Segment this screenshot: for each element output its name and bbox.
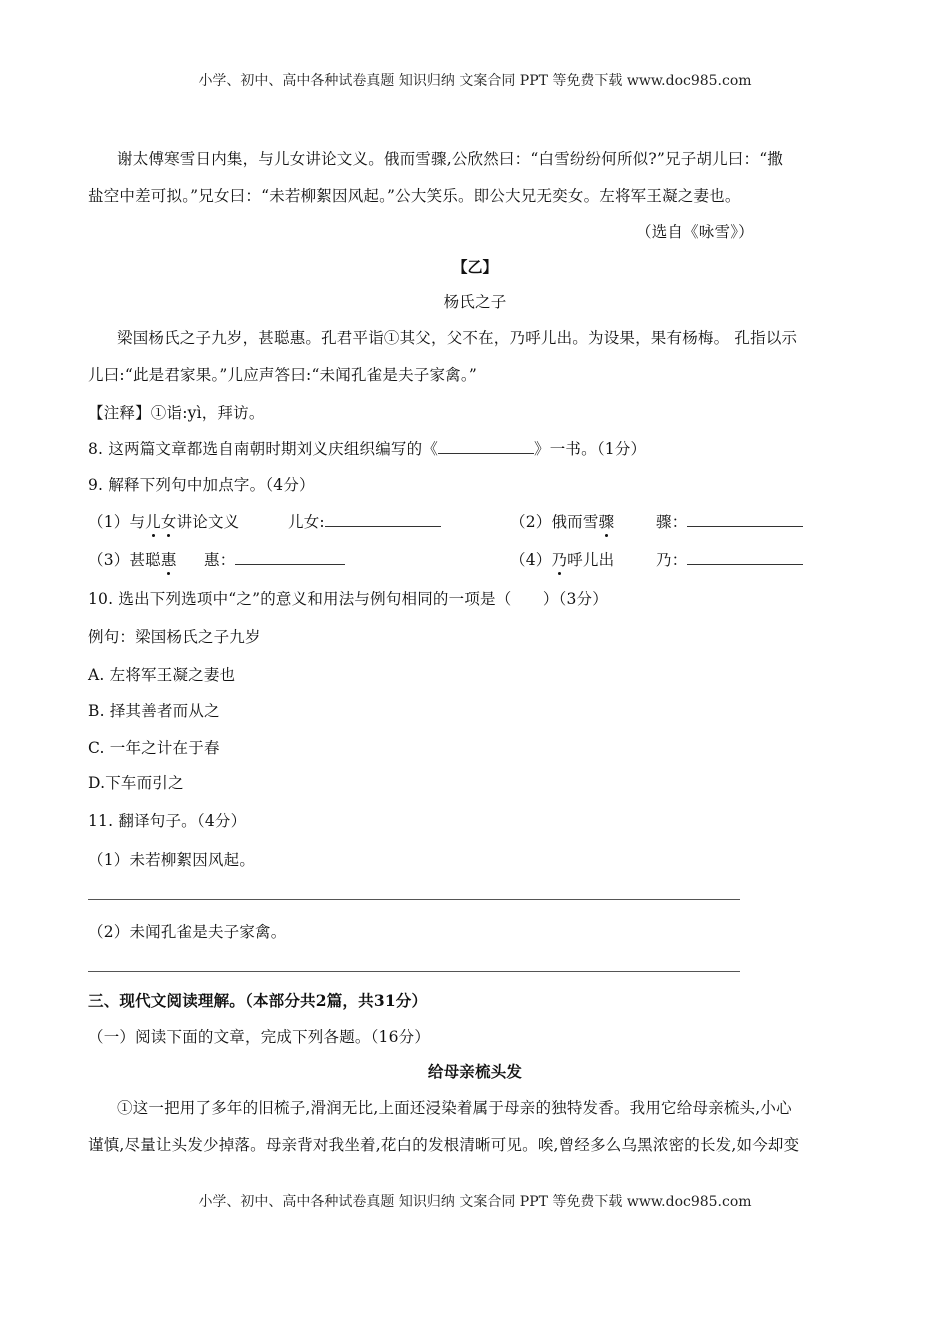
q9-item-2-dotted-char: 骤 xyxy=(599,510,615,532)
passage-yi-line-1: 梁国杨氏之子九岁，甚聪惠。孔君平诣①其父，父不在，乃呼儿出。为设果，果有杨梅。 孔指以示 xyxy=(117,329,798,347)
q9-item-2-blank[interactable] xyxy=(687,510,803,527)
q9-item-2 xyxy=(510,510,614,532)
q9-item-4-dotted-char: 乃 xyxy=(551,548,567,570)
q9-item-3-blank[interactable] xyxy=(235,548,345,565)
question-10-stem: 10. 选出下列选项中“之”的意义和用法与例句相同的一项是（ ）（3分） xyxy=(88,590,608,608)
q9-item-3-answer xyxy=(204,548,345,570)
page-footer: 小学、初中、高中各种试卷真题 知识归纳 文案合同 PPT 等免费下载 www.doc985.com xyxy=(198,1194,752,1210)
article-paragraph-1-line-2: 谨慎,尽量让头发少掉落。母亲背对我坐着,花白的发根清晰可见。唉,曾经多么乌黑浓密的长发,如今却变 xyxy=(88,1136,800,1154)
page-header: 小学、初中、高中各种试卷真题 知识归纳 文案合同 PPT 等免费下载 www.doc985.com xyxy=(198,73,752,89)
article-title: 给母亲梳头发 xyxy=(427,1062,523,1081)
q9-item-1-prefix: （1）与 xyxy=(88,513,146,531)
question-9-stem: 9. 解释下列句中加点字。（4分） xyxy=(88,476,315,494)
q8-prefix: 8. 这两篇文章都选自南朝时期刘义庆组织编写的《 xyxy=(88,440,439,458)
q11-answer-line-2[interactable] xyxy=(88,971,740,972)
question-11-sentence-2: （2）未闻孔雀是夫子家禽。 xyxy=(88,923,287,941)
q9-item-1-suffix: 讲论文义 xyxy=(176,513,240,531)
passage-yi-note: 【注释】①诣:yì，拜访。 xyxy=(88,404,265,422)
q9-item-3 xyxy=(88,548,177,570)
passage-yi-title: 杨氏之子 xyxy=(443,293,507,311)
q9-item-4-answer xyxy=(656,548,803,570)
q9-item-4 xyxy=(510,548,614,570)
question-10-option-a[interactable]: A. 左将军王凝之妻也 xyxy=(88,666,236,684)
q9-item-1-blank[interactable] xyxy=(325,510,441,527)
section-3-subheading: （一）阅读下面的文章，完成下列各题。（16分） xyxy=(88,1028,431,1046)
q9-item-2-label: 骤： xyxy=(656,513,688,531)
q9-item-1-label: 儿女: xyxy=(288,513,325,531)
passage-jia-line-2: 盐空中差可拟。”兄女曰：“未若柳絮因风起。”公大笑乐。即公大兄无奕女。左将军王凝之妻也。 xyxy=(88,187,741,205)
passage-jia-line-1: 谢太傅寒雪日内集，与儿女讲论文义。俄而雪骤,公欣然曰：“白雪纷纷何所似?”兄子胡儿曰：“撒 xyxy=(117,150,784,168)
question-11-sentence-1: （1）未若柳絮因风起。 xyxy=(88,851,256,869)
passage-yi-line-2: 儿曰:“此是君家果。”儿应声答曰:“未闻孔雀是夫子家禽。” xyxy=(88,366,477,384)
q9-item-4-prefix: （4） xyxy=(510,551,552,569)
section-3-heading: 三、现代文阅读理解。（本部分共2篇，共31分） xyxy=(88,991,428,1010)
question-10-option-d[interactable]: D.下车而引之 xyxy=(88,774,184,792)
q9-item-3-dotted-char: 惠 xyxy=(161,548,177,570)
question-10-example: 例句：梁国杨氏之子九岁 xyxy=(88,628,261,646)
q8-suffix: 》一书。（1分） xyxy=(534,440,647,458)
q9-item-4-blank[interactable] xyxy=(687,548,803,565)
passage-jia-source: （选自《咏雪》） xyxy=(636,223,754,241)
question-10-option-c[interactable]: C. 一年之计在于春 xyxy=(88,739,220,757)
q9-item-1-dotted-char-2: 女 xyxy=(161,510,177,532)
question-8 xyxy=(88,437,646,459)
q9-item-3-prefix: （3）甚聪 xyxy=(88,551,161,569)
question-11-stem: 11. 翻译句子。（4分） xyxy=(88,812,247,830)
passage-yi-label: 【乙】 xyxy=(452,258,498,276)
q9-item-1 xyxy=(88,510,239,532)
q9-item-2-answer xyxy=(656,510,803,532)
q9-item-1-dotted-char-1: 儿 xyxy=(145,510,161,532)
q9-item-2-prefix: （2）俄而雪 xyxy=(510,513,599,531)
question-10-option-b[interactable]: B. 择其善者而从之 xyxy=(88,702,220,720)
q9-item-1-answer xyxy=(288,510,441,532)
q9-item-4-suffix: 呼儿出 xyxy=(567,551,615,569)
q11-answer-line-1[interactable] xyxy=(88,899,740,900)
q8-answer-blank[interactable] xyxy=(438,437,534,454)
article-paragraph-1-line-1: ①这一把用了多年的旧梳子,滑润无比,上面还浸染着属于母亲的独特发香。我用它给母亲梳头,小心 xyxy=(117,1099,792,1117)
q9-item-4-label: 乃： xyxy=(656,551,688,569)
q9-item-3-label: 惠： xyxy=(204,551,236,569)
